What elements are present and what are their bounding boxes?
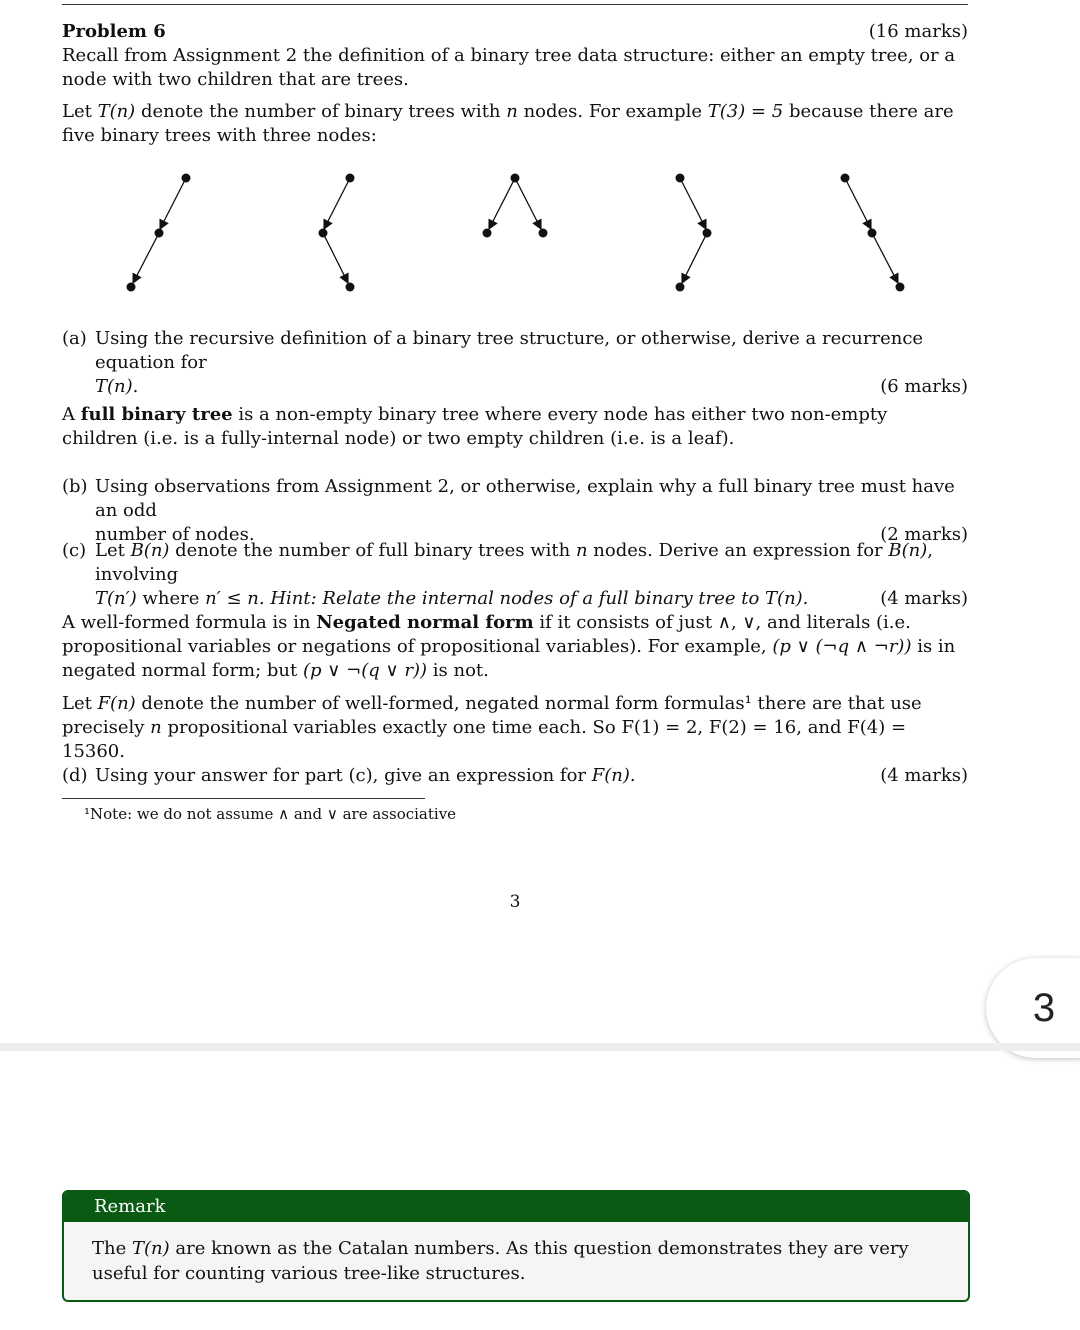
part-c-label: (c) [62, 540, 87, 561]
part-d-label: (d) [62, 765, 88, 786]
part-a [62, 327, 968, 399]
part-d-body [62, 764, 636, 788]
part-a-label: (a) [62, 328, 87, 349]
footnote-rule [62, 798, 425, 799]
part-b [62, 475, 968, 547]
text-span: Let [95, 540, 131, 561]
part-a-text: Using the recursive definition of a binary tree structure, or otherwise, derive a recurrence equation for [95, 328, 924, 373]
page-separator [0, 1043, 1080, 1051]
part-d [62, 764, 968, 788]
text-span: A well-formed formula is in [62, 612, 317, 633]
part-c-line2 [95, 587, 808, 611]
tn-symbol: T(n) [131, 1238, 170, 1259]
text-span: denote the number of full binary trees with [169, 540, 576, 561]
n-symbol: n [506, 101, 518, 122]
part-b-line2: number of nodes. [95, 524, 255, 545]
bn-symbol: B(n) [888, 540, 928, 561]
text-span: where [136, 588, 206, 609]
full-binary-tree-definition [62, 403, 968, 451]
part-a-symbol: T(n). [95, 376, 139, 397]
part-d-marks: (4 marks) [880, 765, 968, 786]
term-negated-normal-form: Negated normal form [316, 612, 534, 633]
part-d-symbol: F(n). [591, 765, 636, 786]
tn-prime-symbol: T(n′) [95, 588, 137, 609]
fn-definition [62, 692, 968, 764]
term-full-binary-tree: full binary tree [80, 404, 233, 425]
text-span: nodes. For example [517, 101, 708, 122]
text-span: Let [62, 101, 98, 122]
fn-values: F(1) = 2, F(2) = 16, and F(4) = 15360. [62, 717, 907, 762]
text-span: denote the number of binary trees with [135, 101, 507, 122]
text-span: , involving [95, 540, 933, 585]
bn-symbol: B(n) [130, 540, 170, 561]
viewer-page-number: 3 [1032, 986, 1056, 1030]
part-b-line1: Using observations from Assignment 2, or otherwise, explain why a full binary tree must have an odd [95, 476, 955, 521]
part-c-line1 [95, 539, 968, 587]
page-number: 3 [509, 892, 521, 912]
part-b-marks: (2 marks) [880, 524, 968, 545]
text-span: nodes. Derive an expression for [587, 540, 889, 561]
part-b-label: (b) [62, 476, 88, 497]
tree-right-left [676, 174, 712, 292]
remark-box [62, 1190, 970, 1302]
part-c [62, 539, 968, 611]
top-rule [62, 4, 968, 5]
tn-definition [62, 100, 968, 148]
text-span: is in negated normal form; but [62, 636, 956, 681]
text-span: denote the number of well-formed, negated normal form formulas¹ there are that use precisely [62, 693, 922, 738]
tree-balanced [483, 174, 548, 238]
tn-symbol: T(n) [97, 101, 136, 122]
text-span: propositional variables exactly one time each. So [161, 717, 622, 738]
nnf-example: (p ∨ (¬q ∧ ¬r)) [772, 636, 912, 657]
footnote: ¹Note: we do not assume ∧ and ∨ are associative [84, 805, 457, 823]
tree-right-right [841, 174, 905, 292]
part-a-marks: (6 marks) [880, 376, 968, 397]
text-span: is a non-empty binary tree where every node has either two non-empty children (i.e. is a fully-internal node) or two empty children (i.e. is a leaf). [62, 404, 888, 449]
n-symbol: n [575, 540, 588, 561]
part-d-text: Using your answer for part (c), give an expression for [95, 765, 592, 786]
text-span: are known as the Catalan numbers. As this question demonstrates they are very useful for counting various tree-like structures. [92, 1238, 909, 1284]
non-nnf-example: (p ∨ ¬(q ∨ r)) [302, 660, 428, 681]
text-span: Let [62, 693, 98, 714]
text-span: The [92, 1238, 132, 1259]
text-span: A [62, 404, 81, 425]
remark-title: Remark [64, 1192, 968, 1222]
problem-header [62, 20, 968, 92]
n-symbol: n [150, 717, 162, 738]
text-span: is not. [427, 660, 489, 681]
remark-body [64, 1222, 968, 1286]
condition: n′ ≤ n. [205, 588, 265, 609]
tree-left-right [319, 174, 355, 292]
text-span: because there are five binary trees with three nodes: [62, 101, 954, 146]
text-span: if it consists of just ∧, ∨, and literals (i.e. propositional variables or negations of propositional variables). For example, [62, 612, 911, 657]
problem-marks: (16 marks) [868, 21, 968, 42]
fn-symbol: F(n) [97, 693, 136, 714]
part-c-marks: (4 marks) [880, 588, 968, 609]
t3-equation: T(3) = 5 [707, 101, 784, 122]
nnf-definition [62, 611, 968, 683]
tree-left-left [127, 174, 191, 292]
problem-intro: Recall from Assignment 2 the definition of a binary tree data structure: either an empty tree, or a node with two children that are trees. [62, 45, 956, 90]
problem-title: Problem 6 [62, 21, 166, 42]
hint-text: Hint: Relate the internal nodes of a full binary tree to T(n). [264, 588, 809, 609]
binary-trees-diagram [0, 165, 1080, 315]
